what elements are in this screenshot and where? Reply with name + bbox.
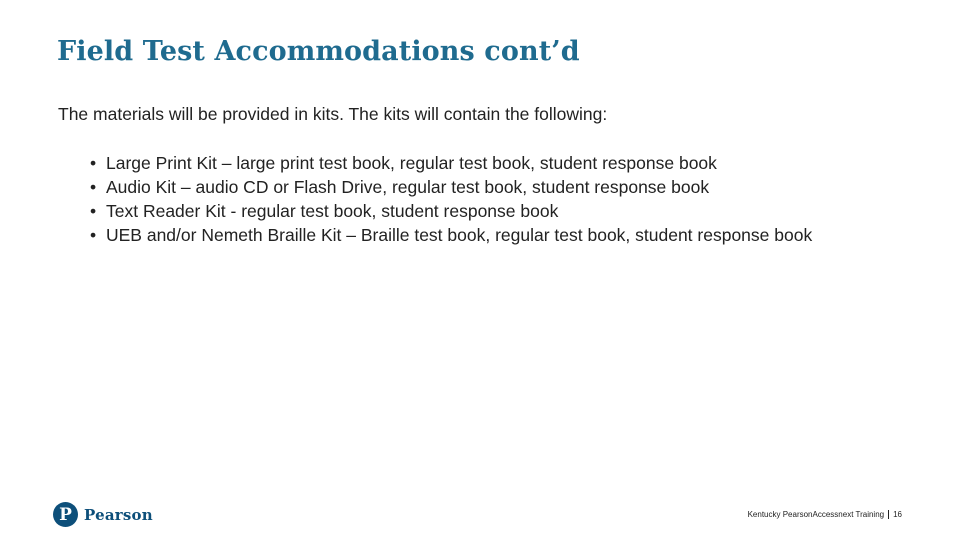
bullet-icon: • xyxy=(90,177,97,197)
bullet-icon: • xyxy=(90,225,97,245)
footer-divider xyxy=(888,510,889,519)
intro-text: The materials will be provided in kits. The kits will contain the following: xyxy=(58,104,608,124)
page-number: 16 xyxy=(893,510,902,519)
list-item-text: Text Reader Kit - regular test book, student response book xyxy=(106,201,559,221)
footer xyxy=(748,510,902,519)
pearson-logo-text: Pearson xyxy=(84,505,153,524)
slide-title: Field Test Accommodations cont’d xyxy=(57,36,580,67)
list-item xyxy=(90,151,880,175)
kit-list xyxy=(90,151,880,247)
list-item xyxy=(90,199,880,223)
footer-label: Kentucky PearsonAccessnext Training xyxy=(747,510,885,519)
pearson-logo-icon: P xyxy=(53,502,78,527)
list-item-text: Large Print Kit – large print test book, regular test book, student response book xyxy=(106,153,717,173)
list-item xyxy=(90,175,880,199)
pearson-logo xyxy=(53,502,153,527)
bullet-icon: • xyxy=(90,201,97,221)
list-item-text: UEB and/or Nemeth Braille Kit – Braille test book, regular test book, student response book xyxy=(106,225,813,245)
list-item-text: Audio Kit – audio CD or Flash Drive, regular test book, student response book xyxy=(106,177,710,197)
list-item xyxy=(90,223,880,247)
bullet-icon: • xyxy=(90,153,97,173)
